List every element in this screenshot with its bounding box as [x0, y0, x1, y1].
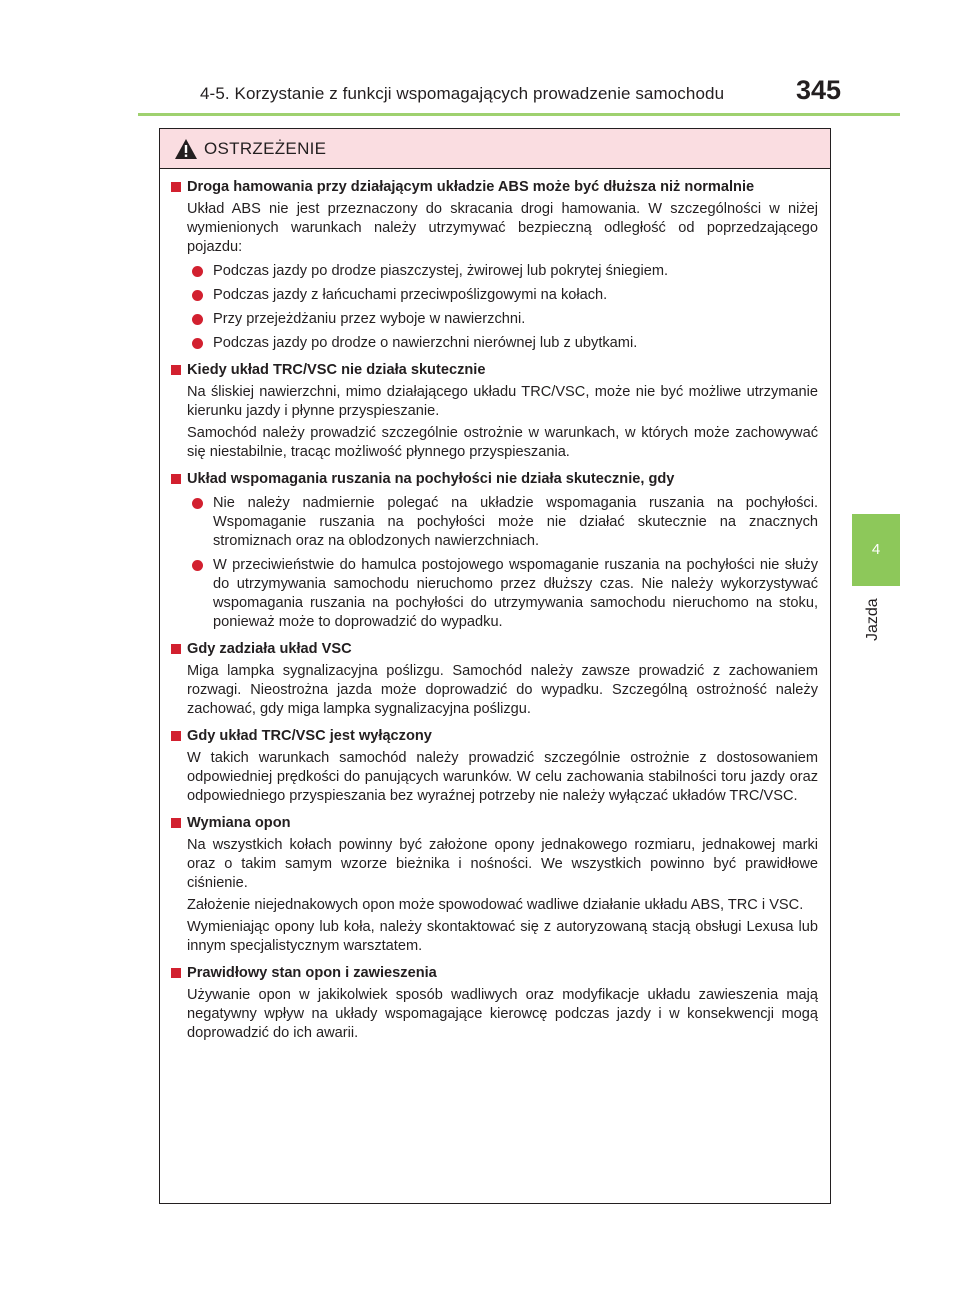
bullet-text: W przeciwieństwie do hamulca postojowego wspomaganie ruszania na pochyłości nie służy do utrzymywania samochodu nieruchomo przez dłuższy czas. Nie należy wykorzystywać wspomagania ruszania na pochyłości do utrzymywania samochodu nieruchomo na stoku, ponieważ może to doprowadzić do wypadku. [213, 557, 818, 630]
section-title [170, 727, 818, 746]
section-paragraph: W takich warunkach samochód należy prowadzić szczególnie ostrożnie z dostosowaniem odpowiedniej prędkości do panujących warunków. W celu zachowania stabilności toru jazdy oraz odpowiedniego przyspieszania bez wyraźnej potrzeby nie należy wyłączać układów TRC/VSC. [187, 750, 818, 804]
chapter-label: Jazda [864, 598, 881, 642]
section-paragraph: Używanie opon w jakikolwiek sposób wadliwych oraz modyfikacje układu zawieszenia mają negatywny wpływ na układy wspomagające kierowcę podczas jazdy i w konsekwencji mogą doprowadzić do ich awarii. [187, 987, 818, 1041]
bullet-item [170, 310, 818, 329]
page-header-title: 4-5. Korzystanie z funkcji wspomagających prowadzenie samochodu [200, 84, 725, 103]
warning-section [170, 727, 818, 806]
red-square-icon [171, 818, 181, 828]
red-square-icon [171, 474, 181, 484]
bullet-text: Przy przejeżdżaniu przez wyboje w nawierzchni. [213, 311, 526, 327]
section-title [170, 814, 818, 833]
red-bullet-icon [192, 314, 203, 325]
section-title-text: Wymiana opon [187, 815, 291, 831]
warning-section [170, 814, 818, 956]
section-title [170, 470, 818, 489]
bullet-text: Nie należy nadmiernie polegać na układzie wspomagania ruszania na pochyłości. Wspomaganie ruszania na pochyłości może nie działać skutecznie na znacznych stromiznach oraz na oblodzonych nawierzchniach. [213, 495, 818, 549]
section-paragraph: Samochód należy prowadzić szczególnie ostrożnie w warunkach, w których może zachowywać się niestabilnie, tracąc możliwość płynnego przyspieszania. [187, 425, 818, 460]
warning-section [170, 470, 818, 632]
page-number: 345 [796, 75, 842, 105]
bullet-text: Podczas jazdy po drodze piaszczystej, żwirowej lub pokrytej śniegiem. [213, 263, 669, 279]
section-title [170, 964, 818, 983]
bullet-item [170, 494, 818, 551]
section-title-text: Prawidłowy stan opon i zawieszenia [187, 965, 437, 981]
chapter-tab: 4 [852, 514, 900, 586]
section-title-text: Gdy zadziała układ VSC [187, 641, 352, 657]
red-square-icon [171, 644, 181, 654]
bullet-item [170, 334, 818, 353]
red-bullet-icon [192, 338, 203, 349]
red-bullet-icon [192, 560, 203, 571]
bullet-item [170, 262, 818, 281]
warning-box [159, 128, 831, 1204]
warning-triangle-icon [174, 138, 198, 160]
section-paragraph: Układ ABS nie jest przeznaczony do skracania drogi hamowania. W szczególności w niżej wymienionych warunkach należy utrzymywać bezpieczną odległość od poprzedzającego pojazdu: [187, 201, 818, 255]
section-paragraph: Na wszystkich kołach powinny być założone opony jednakowego rozmiaru, jednakowej marki oraz o takim samym wzorze bieżnika i nośności. We wszystkich powinno być prawidłowe ciśnienie. [187, 837, 818, 891]
header-divider [138, 113, 900, 116]
red-square-icon [171, 182, 181, 192]
bullet-text: Podczas jazdy po drodze o nawierzchni nierównej lub z ubytkami. [213, 335, 638, 351]
warning-section [170, 178, 818, 353]
warning-body [160, 169, 830, 1043]
section-paragraph: Założenie niejednakowych opon może spowodować wadliwe działanie układu ABS, TRC i VSC. [187, 897, 804, 913]
section-title-text: Droga hamowania przy działającym układzie ABS może być dłuższa niż normalnie [187, 179, 755, 195]
section-title-text: Układ wspomagania ruszania na pochyłości nie działa skutecznie, gdy [187, 471, 675, 487]
warning-section [170, 361, 818, 462]
section-title [170, 178, 818, 197]
red-bullet-icon [192, 266, 203, 277]
section-paragraph: Wymieniając opony lub koła, należy skontaktować się z autoryzowaną stacją obsługi Lexusa lub innym specjalistycznym warsztatem. [187, 919, 818, 954]
red-square-icon [171, 968, 181, 978]
red-square-icon [171, 731, 181, 741]
section-paragraph: Miga lampka sygnalizacyjna poślizgu. Samochód należy zawsze prowadzić z zachowaniem rozwagi. Nieostrożna jazda może doprowadzić do wypadku. Szczególną ostrożność należy zachować, gdy miga lampka sygnalizacyjna poślizgu. [187, 663, 818, 717]
bullet-item [170, 286, 818, 305]
section-title-text: Gdy układ TRC/VSC jest wyłączony [187, 728, 432, 744]
warning-section [170, 964, 818, 1043]
red-bullet-icon [192, 290, 203, 301]
bullet-text: Podczas jazdy z łańcuchami przeciwpoślizgowymi na kołach. [213, 287, 608, 303]
red-square-icon [171, 365, 181, 375]
section-title [170, 640, 818, 659]
section-paragraph: Na śliskiej nawierzchni, mimo działającego układu TRC/VSC, może nie być możliwe utrzymanie kierunku jazdy i płynne przyspieszanie. [187, 384, 818, 419]
warning-title: OSTRZEŻENIE [204, 138, 327, 158]
red-bullet-icon [192, 498, 203, 509]
section-title-text: Kiedy układ TRC/VSC nie działa skutecznie [187, 362, 486, 378]
section-title [170, 361, 818, 380]
warning-section [170, 640, 818, 719]
warning-header [160, 129, 830, 169]
bullet-item [170, 556, 818, 632]
